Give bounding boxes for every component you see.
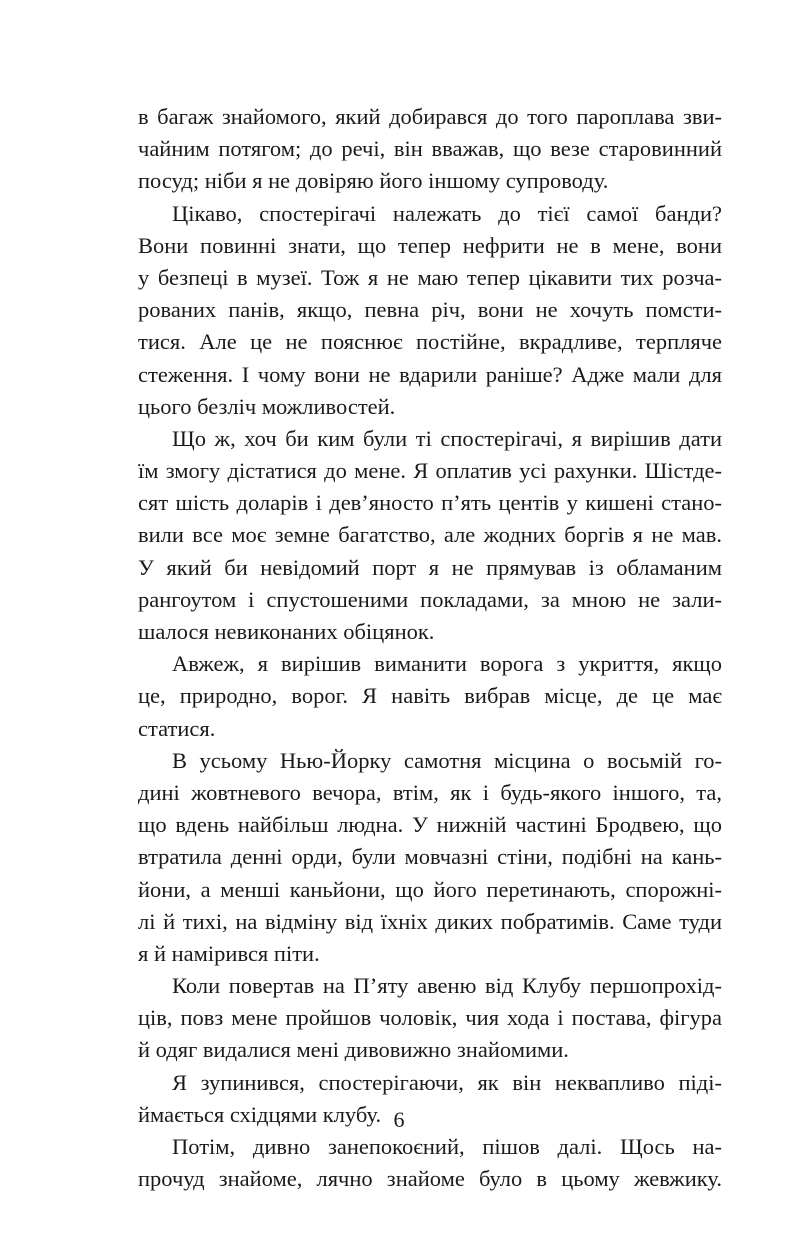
- text-line: в багаж знайомого, який добирався до того пароплава зви-: [138, 104, 722, 129]
- text-line: рованих панів, якщо, певна річ, вони не хочуть помсти-: [138, 297, 722, 323]
- text-line: втратила денні орди, були мовчазні стіни, подібні на кань-: [138, 844, 722, 870]
- text-line: шалося невиконаних обіцянок.: [138, 619, 435, 644]
- paragraph: [138, 648, 722, 745]
- text-line: Коли повертав на П’яту авеню від Клубу першопрохід-: [172, 973, 722, 999]
- text-line: чайним потягом; до речі, він вважав, що везе старовинний: [138, 136, 722, 162]
- paragraph: [138, 423, 722, 648]
- text-line: посуд; ніби я не довіряю його іншому супроводу.: [138, 168, 609, 194]
- text-line: я й намірився піти.: [138, 940, 320, 966]
- text-line: В усьому Нью-Йорку самотня місцина о восьмій го-: [172, 747, 722, 773]
- text-line: цього безліч можливостей.: [138, 393, 396, 419]
- text-line: Авжеж, я вирішив виманити ворога з укриття, якщо: [172, 651, 722, 677]
- text-line: вили все моє земне багатство, але жодних боргів я не мав.: [138, 522, 722, 548]
- text-line: У який би невідомий порт я не прямував із обламаним: [138, 554, 722, 580]
- text-line: їм змогу дістатися до мене. Я оплатив усі рахунки. Шістде-: [138, 458, 722, 484]
- page-number: 6: [393, 1107, 405, 1132]
- text-line: Вони повинні знати, що тепер нефрити не в мене, вони: [138, 232, 722, 258]
- text-line: ців, повз мене пройшов чоловік, чия хода і постава, фігура: [138, 1005, 722, 1031]
- paragraph: [138, 1131, 722, 1195]
- paragraph: [138, 101, 722, 198]
- text-line: Цікаво, спостерігачі належать до тієї самої банди?: [172, 200, 722, 226]
- text-line: це, природно, ворог. Я навіть вибрав місце, де це має: [138, 683, 722, 709]
- paragraph: [138, 198, 722, 423]
- text-line: що вдень найбільш людна. У нижній частині Бродвею, що: [138, 812, 722, 838]
- paragraph: [138, 745, 722, 970]
- text-line: стеження. І чому вони не вдарили раніше? Адже мали для: [138, 361, 722, 387]
- text-line: тися. Але це не пояснює постійне, вкрадливе, терпляче: [138, 329, 722, 355]
- text-line: лі й тихі, на відміну від їхніх диких побратимів. Саме туди: [138, 908, 722, 934]
- text-line: ймається східцями клубу.: [138, 1101, 382, 1127]
- text-line: рангоутом і спустошеними покладами, за мною не зали-: [138, 586, 722, 612]
- text-line: Потім, дивно занепокоєний, пішов далі. Щось на-: [172, 1134, 722, 1159]
- text-line: Що ж, хоч би ким були ті спостерігачі, я вирішив дати: [172, 425, 722, 451]
- text-line: й одяг видалися мені дивовижно знайомими.: [138, 1037, 569, 1063]
- text-line: статися.: [138, 715, 216, 741]
- paragraph: [138, 970, 722, 1067]
- text-line: Я зупинився, спостерігаючи, як він неквапливо піді-: [172, 1069, 722, 1095]
- body-text: [138, 101, 722, 1195]
- text-line: дині жовтневого вечора, втім, як і будь-якого іншого, та,: [138, 779, 722, 805]
- text-line: сят шість доларів і дев’яносто п’ять центів у кишені стано-: [138, 490, 722, 516]
- text-line: йони, а менші каньйони, що його перетинають, спорожні-: [138, 876, 722, 902]
- text-line: прочуд знайоме, лячно знайоме було в цьому жевжику.: [138, 1166, 722, 1192]
- text-line: у безпеці в музеї. Тож я не маю тепер цікавити тих розча-: [138, 264, 722, 290]
